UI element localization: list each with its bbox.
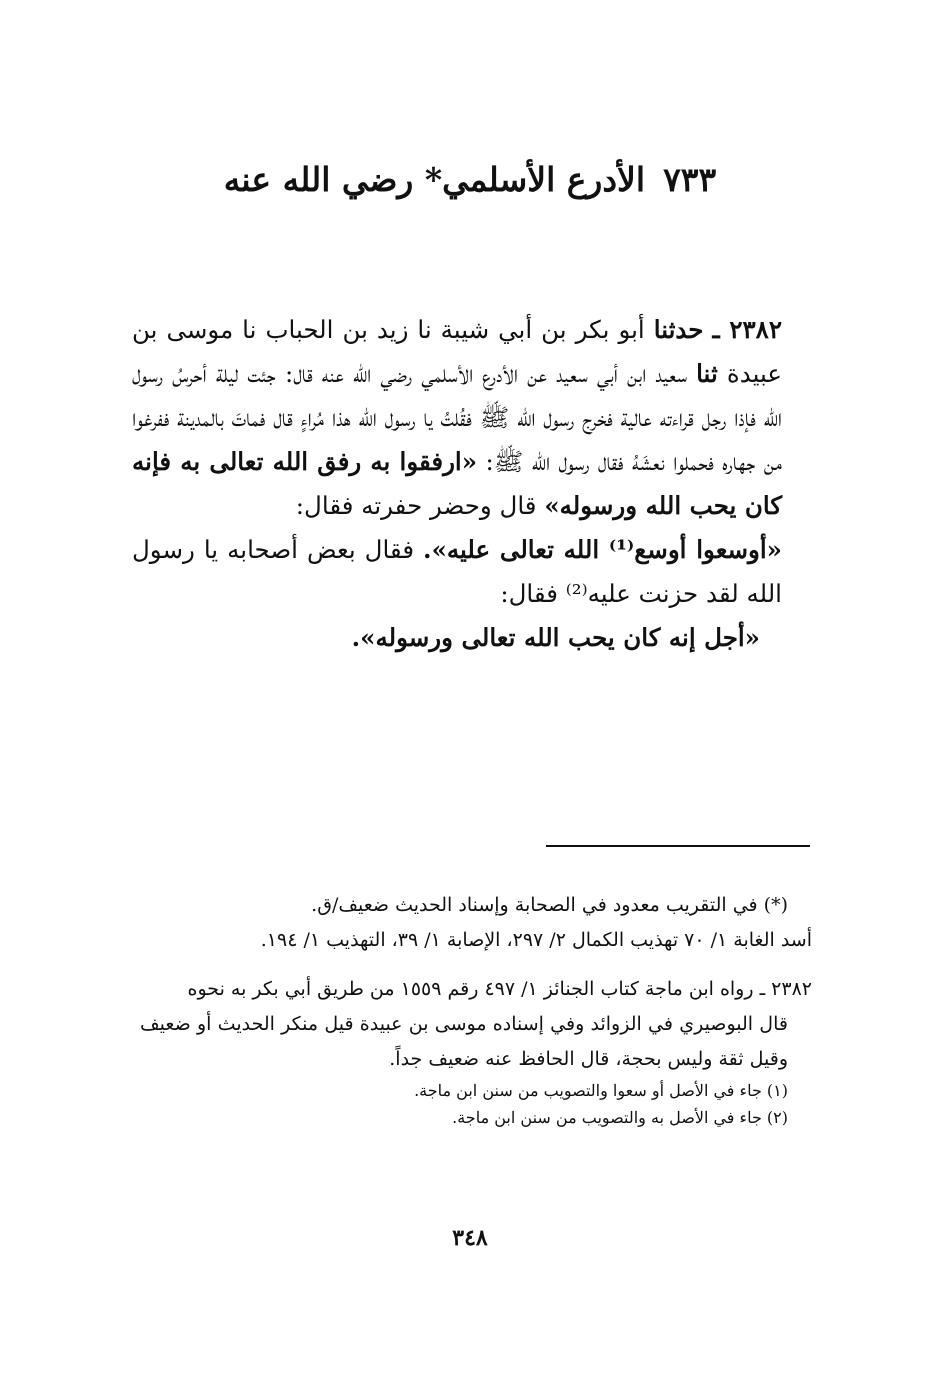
- hadith-number: ٢٣٨٢ ـ: [712, 315, 782, 344]
- isnad-part-2: سعيد ابن أبي سعيد عن الأدرع الأسلمي رضي الله عنه قال: جئت ليلة أحرسُ رسول الله فإذا رجل قراءته عالية فخرج رسول الله ﷺ فقُلتُ يا رسول الله هذا مُراءٍ قال فماتَ بالمدينة ففرغوا من جهاره فحملوا نعشَهُ فقال رسول الله ﷺ:: [132, 359, 783, 476]
- companion-note: (*) في التقريب معدود في الصحابة وإسناد الحديث ضعيف/ق.: [311, 894, 788, 916]
- hadith-paragraph-2: [132, 528, 812, 616]
- takhrij-first-line: ٢٣٨٢ ـ رواه ابن ماجة كتاب الجنائز ١/ ٤٩٧ رقم ١٥٥٩ من طريق أبي بكر به نحوه: [187, 978, 812, 1000]
- chapter-number: ٧٣٣: [663, 160, 717, 199]
- footnote-1: (١) جاء في الأصل أو سعوا والتصويب من سنن ابن ماجة.: [414, 1081, 788, 1100]
- page-number: ٣٤٨: [452, 1225, 488, 1251]
- narration-continuation-2: فقال بعض أصحابه يا رسول الله لقد حزنت عليه⁽²⁾ فقال:: [132, 535, 782, 608]
- prophetic-quote-3: «أجل إنه كان يحب الله تعالى ورسوله».: [351, 623, 760, 652]
- footnote-2: (٢) جاء في الأصل به والتصويب من سنن ابن ماجة.: [452, 1108, 788, 1127]
- hadith-text: [132, 308, 812, 660]
- chapter-title: الأدرع الأسلمي* رضي الله عنه: [223, 160, 646, 199]
- prophetic-quote-2: «أوسعوا أوسع⁽¹⁾ الله تعالى عليه».: [423, 535, 782, 564]
- isnad-part-1: أبو بكر بن أبي شيبة نا زيد بن الحباب نا موسى بن عبيدة: [132, 315, 782, 388]
- chapter-heading: [180, 150, 760, 210]
- takhrij-text: قال البوصيري في الزوائد وفي إسناده موسى بن عبيدة قيل منكر الحديث أو ضعيف وقيل ثقة وليس بحجة، قال الحافظ عنه ضعيف جداً.: [140, 1013, 788, 1070]
- hadith-paragraph: [132, 308, 812, 528]
- narration-verb: حدثنا: [653, 315, 704, 344]
- footnotes: [140, 888, 812, 1131]
- footnote-separator: [546, 845, 810, 847]
- spacer: [140, 958, 812, 972]
- companion-references: أسد الغابة ١/ ٧٠ تهذيب الكمال ٢/ ٢٩٧، الإصابة ١/ ٣٩، التهذيب ١/ ١٩٤.: [260, 929, 812, 951]
- narration-verb-2: ثنا: [696, 359, 718, 388]
- prophetic-quote-1: «ارفقوا به رفق الله تعالى به فإنه كان يحب الله ورسوله»: [132, 447, 782, 520]
- narration-continuation: قال وحضر حفرته فقال:: [295, 491, 537, 520]
